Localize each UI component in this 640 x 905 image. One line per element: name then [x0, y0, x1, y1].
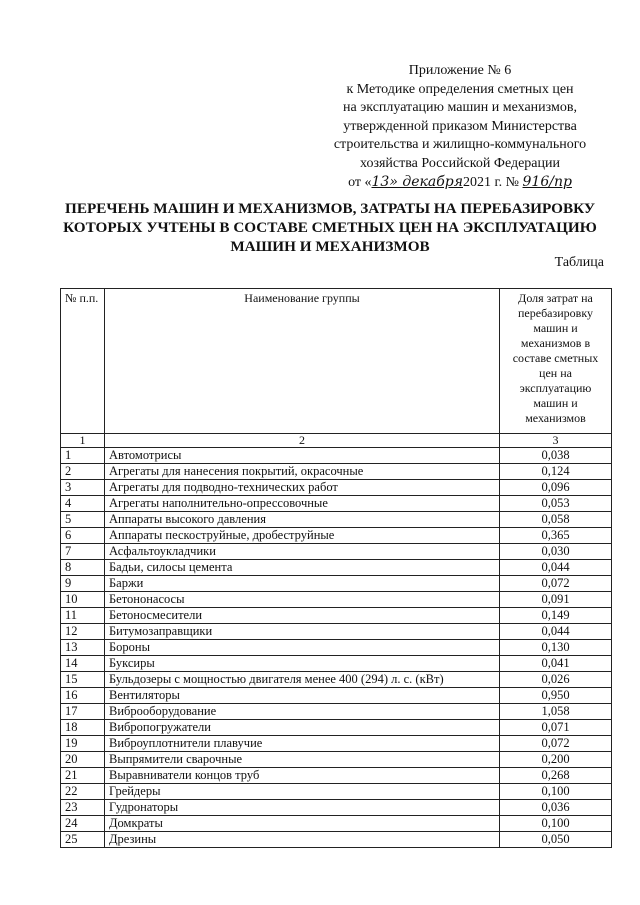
- title-line-3: МАШИН И МЕХАНИЗМОВ: [230, 238, 430, 255]
- header-group-name: Наименование группы: [105, 289, 500, 434]
- row-number: 8: [61, 560, 105, 576]
- row-number: 16: [61, 688, 105, 704]
- row-group-name: Вибропогружатели: [105, 720, 500, 736]
- row-cost-share: 0,950: [500, 688, 612, 704]
- table-row: [61, 816, 612, 832]
- appendix-date-line: [300, 173, 620, 193]
- row-number: 4: [61, 496, 105, 512]
- row-group-name: Автомотрисы: [105, 448, 500, 464]
- row-group-name: Буксиры: [105, 656, 500, 672]
- table-row: [61, 560, 612, 576]
- row-cost-share: 0,071: [500, 720, 612, 736]
- table-row: [61, 576, 612, 592]
- appendix-line-2: к Методике определения сметных цен: [346, 81, 574, 97]
- column-number-2: 2: [105, 434, 500, 448]
- row-group-name: Виброоборудование: [105, 704, 500, 720]
- row-cost-share: 0,044: [500, 624, 612, 640]
- title-line-2: КОТОРЫХ УЧТЕНЫ В СОСТАВЕ СМЕТНЫХ ЦЕН НА ЭКСПЛУАТАЦИЮ: [63, 219, 597, 236]
- column-number-1: 1: [61, 434, 105, 448]
- row-cost-share: 0,030: [500, 544, 612, 560]
- table-row: [61, 608, 612, 624]
- table-row: [61, 752, 612, 768]
- table-body: [61, 448, 612, 848]
- row-number: 24: [61, 816, 105, 832]
- row-group-name: Асфальтоукладчики: [105, 544, 500, 560]
- appendix-block: [300, 62, 620, 193]
- row-group-name: Баржи: [105, 576, 500, 592]
- row-cost-share: 0,100: [500, 784, 612, 800]
- row-group-name: Аппараты высокого давления: [105, 512, 500, 528]
- row-cost-share: 0,091: [500, 592, 612, 608]
- date-handwritten: 13» декабря: [371, 174, 463, 190]
- table-row: [61, 496, 612, 512]
- table-row: [61, 640, 612, 656]
- row-group-name: Агрегаты для подводно-технических работ: [105, 480, 500, 496]
- row-number: 18: [61, 720, 105, 736]
- row-number: 14: [61, 656, 105, 672]
- row-group-name: Агрегаты наполнительно-опрессовочные: [105, 496, 500, 512]
- appendix-line-3: на эксплуатацию машин и механизмов,: [343, 100, 577, 115]
- machines-table: [60, 288, 612, 848]
- row-number: 11: [61, 608, 105, 624]
- row-cost-share: 0,149: [500, 608, 612, 624]
- row-cost-share: 0,072: [500, 736, 612, 752]
- row-cost-share: 0,041: [500, 656, 612, 672]
- table-row: [61, 528, 612, 544]
- table-row: [61, 624, 612, 640]
- row-number: 9: [61, 576, 105, 592]
- row-cost-share: 0,053: [500, 496, 612, 512]
- appendix-line-4: утвержденной приказом Министерства: [343, 118, 577, 134]
- row-group-name: Агрегаты для нанесения покрытий, окрасочные: [105, 464, 500, 480]
- table-row: [61, 512, 612, 528]
- appendix-line-5: строительства и жилищно-коммунального: [333, 137, 587, 152]
- row-cost-share: 0,072: [500, 576, 612, 592]
- appendix-line-6: хозяйства Российской Федерации: [359, 155, 560, 171]
- row-number: 13: [61, 640, 105, 656]
- row-number: 5: [61, 512, 105, 528]
- table-row: [61, 544, 612, 560]
- header-cost-share: Доля затрат на перебазировку машин и механизмов в составе сметных цен на эксплуатацию машин и механизмов: [500, 289, 612, 434]
- date-year: 2021 г. №: [462, 175, 520, 190]
- row-group-name: Гудронаторы: [105, 800, 500, 816]
- table-row: [61, 832, 612, 848]
- table-row: [61, 656, 612, 672]
- row-number: 19: [61, 736, 105, 752]
- table-row: [61, 480, 612, 496]
- row-number: 20: [61, 752, 105, 768]
- row-number: 15: [61, 672, 105, 688]
- table-row: [61, 688, 612, 704]
- row-group-name: Аппараты пескоструйные, дробеструйные: [105, 528, 500, 544]
- row-group-name: Выравниватели концов труб: [105, 768, 500, 784]
- table-row: [61, 768, 612, 784]
- row-number: 21: [61, 768, 105, 784]
- table-label: Таблица: [554, 255, 604, 270]
- row-group-name: Бетононасосы: [105, 592, 500, 608]
- row-number: 2: [61, 464, 105, 480]
- row-cost-share: 0,058: [500, 512, 612, 528]
- row-cost-share: 0,036: [500, 800, 612, 816]
- table-header-row: [61, 289, 612, 434]
- row-cost-share: 0,268: [500, 768, 612, 784]
- row-cost-share: 0,026: [500, 672, 612, 688]
- row-group-name: Выпрямители сварочные: [105, 752, 500, 768]
- row-number: 3: [61, 480, 105, 496]
- column-number-3: 3: [500, 434, 612, 448]
- table-row: [61, 800, 612, 816]
- row-cost-share: 0,200: [500, 752, 612, 768]
- row-number: 7: [61, 544, 105, 560]
- row-number: 17: [61, 704, 105, 720]
- row-cost-share: 0,044: [500, 560, 612, 576]
- row-number: 22: [61, 784, 105, 800]
- row-cost-share: 0,124: [500, 464, 612, 480]
- table-row: [61, 672, 612, 688]
- table-row: [61, 736, 612, 752]
- appendix-line-1: Приложение № 6: [408, 63, 512, 78]
- row-group-name: Бетоносмесители: [105, 608, 500, 624]
- table-row: [61, 592, 612, 608]
- table-row: [61, 464, 612, 480]
- row-group-name: Бадьи, силосы цемента: [105, 560, 500, 576]
- row-group-name: Домкраты: [105, 816, 500, 832]
- row-group-name: Грейдеры: [105, 784, 500, 800]
- header-number: № п.п.: [61, 289, 105, 434]
- row-number: 12: [61, 624, 105, 640]
- row-number: 10: [61, 592, 105, 608]
- date-prefix: от «: [348, 175, 372, 190]
- row-cost-share: 1,058: [500, 704, 612, 720]
- column-number-row: [61, 434, 612, 448]
- row-group-name: Виброуплотнители плавучие: [105, 736, 500, 752]
- row-group-name: Дрезины: [105, 832, 500, 848]
- table-row: [61, 448, 612, 464]
- row-cost-share: 0,365: [500, 528, 612, 544]
- row-number: 1: [61, 448, 105, 464]
- title-line-1: ПЕРЕЧЕНЬ МАШИН И МЕХАНИЗМОВ, ЗАТРАТЫ НА ПЕРЕБАЗИРОВКУ: [65, 200, 595, 217]
- row-group-name: Вентиляторы: [105, 688, 500, 704]
- row-cost-share: 0,096: [500, 480, 612, 496]
- row-cost-share: 0,100: [500, 816, 612, 832]
- row-number: 6: [61, 528, 105, 544]
- row-group-name: Бороны: [105, 640, 500, 656]
- table-row: [61, 784, 612, 800]
- row-group-name: Бульдозеры с мощностью двигателя менее 400 (294) л. с. (кВт): [105, 672, 500, 688]
- row-number: 25: [61, 832, 105, 848]
- row-cost-share: 0,050: [500, 832, 612, 848]
- row-group-name: Битумозаправщики: [105, 624, 500, 640]
- table-row: [61, 704, 612, 720]
- table-row: [61, 720, 612, 736]
- order-number-handwritten: 916/пр: [522, 174, 572, 190]
- row-number: 23: [61, 800, 105, 816]
- row-cost-share: 0,038: [500, 448, 612, 464]
- row-cost-share: 0,130: [500, 640, 612, 656]
- document-title: [50, 199, 610, 256]
